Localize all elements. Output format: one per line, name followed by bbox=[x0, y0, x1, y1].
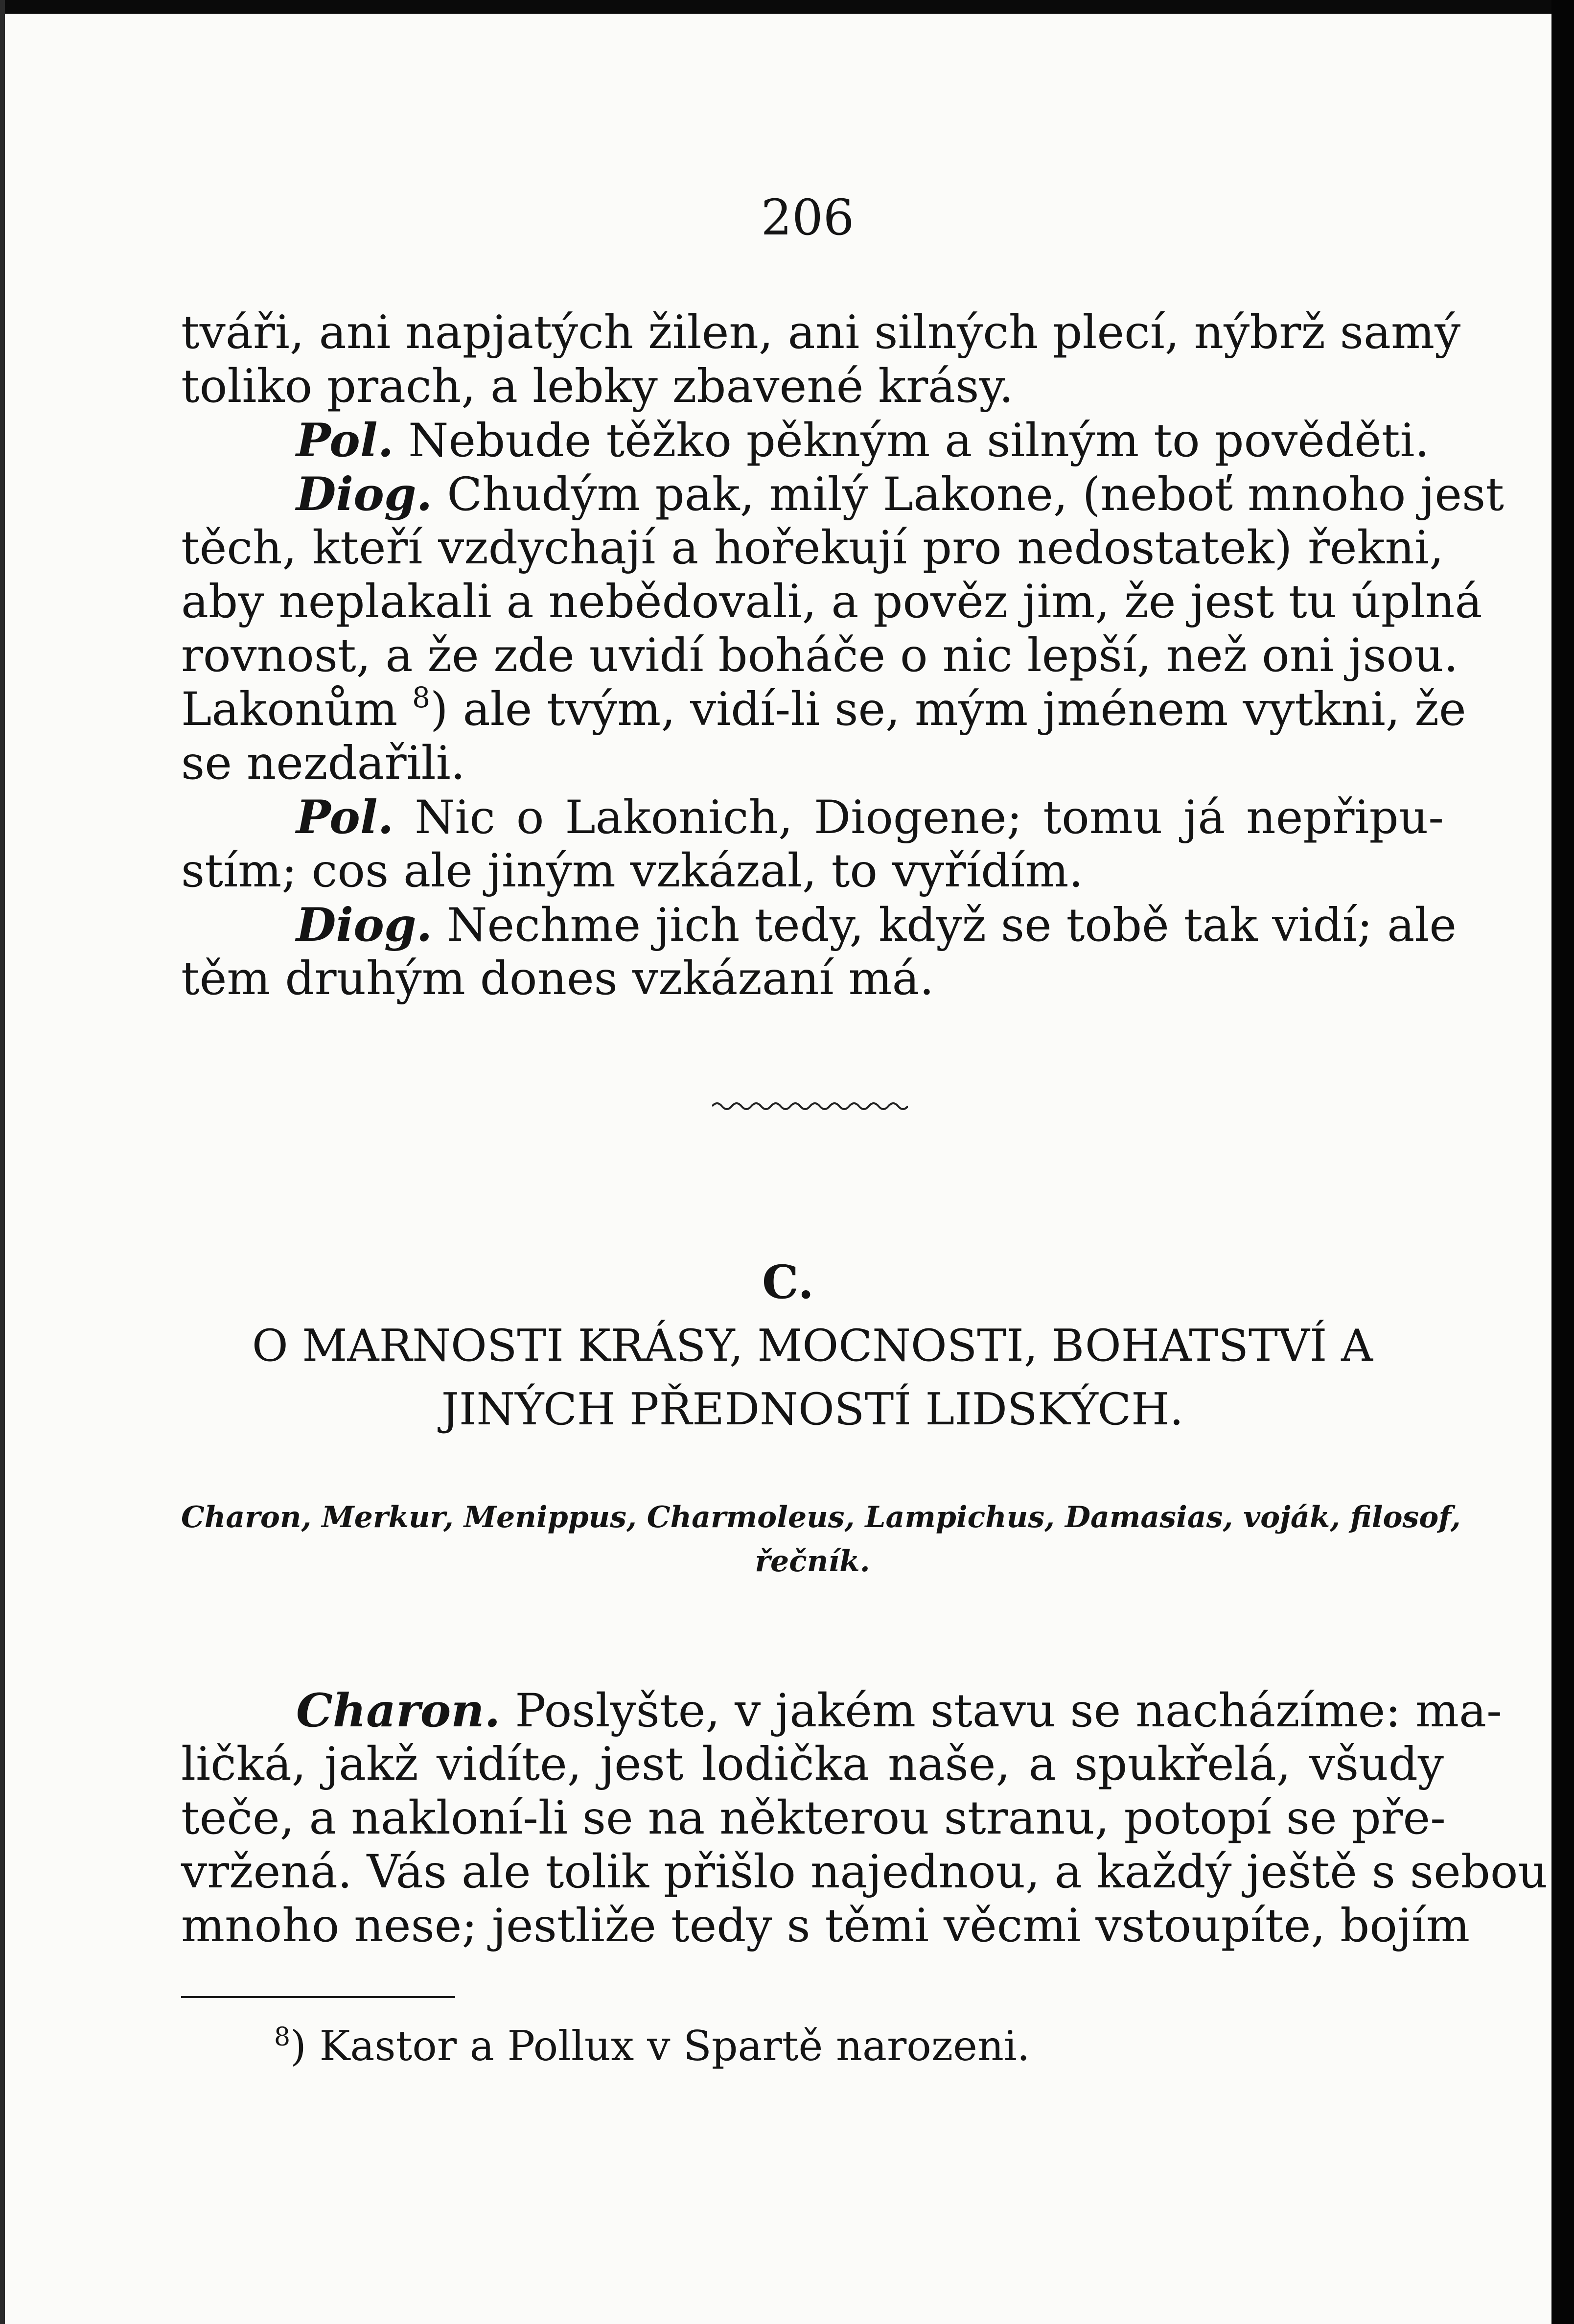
scan-edge-left bbox=[0, 0, 5, 2324]
line-text: mnoho nese; jestliže tedy s těmi věcmi vstoupíte, bojím bbox=[181, 1899, 1470, 1952]
chapter-title-line-2: JINÝCH PŘEDNOSTÍ LIDSKÝCH. bbox=[441, 1384, 1184, 1435]
scan-edge-top bbox=[0, 0, 1574, 14]
line-text: se nezdařili. bbox=[181, 737, 465, 790]
text-line bbox=[181, 306, 1461, 360]
text-line bbox=[296, 1684, 1502, 1738]
line-text: těm druhým dones vzkázaní má. bbox=[181, 952, 934, 1005]
line-text: rovnost, a že zde uvidí boháče o nic lepší, než oni jsou. bbox=[181, 629, 1458, 682]
ornament-divider bbox=[712, 1099, 908, 1114]
text-line bbox=[181, 1791, 1444, 1845]
speaker-name: Charon. bbox=[296, 1684, 501, 1738]
text-line bbox=[181, 575, 1482, 629]
page-number: 206 bbox=[761, 189, 855, 246]
text-line bbox=[181, 681, 1466, 737]
line-text: stím; cos ale jiným vzkázal, to vyřídím. bbox=[181, 844, 1084, 898]
text-line bbox=[296, 898, 1457, 953]
line-text: těch, kteří vzdychají a hořekují pro nedostatek) řekni, bbox=[181, 521, 1444, 575]
line-text: Chudým pak, milý Lakone, (neboť mnoho jest bbox=[432, 468, 1505, 521]
text-line bbox=[296, 414, 1444, 468]
text-line bbox=[181, 844, 1444, 898]
dramatis-personae-line-1: Charon, Merkur, Menippus, Charmoleus, Lampichus, Damasias, voják, filosof, bbox=[181, 1500, 1461, 1534]
text-line bbox=[181, 737, 1444, 790]
speaker-name: Pol. bbox=[296, 790, 394, 844]
text-line bbox=[181, 360, 1444, 414]
text-line bbox=[181, 1738, 1444, 1791]
text-line bbox=[181, 1845, 1548, 1899]
line-text: ličká, jakž vidíte, jest lodička naše, a spukřelá, všudy bbox=[181, 1738, 1444, 1791]
footnote-rule bbox=[181, 1996, 455, 1998]
footnote-text: ) Kastor a Pollux v Spartě narozeni. bbox=[290, 2022, 1030, 2070]
speaker-name: Diog. bbox=[296, 898, 433, 952]
footnote bbox=[274, 2022, 1155, 2070]
text-line bbox=[181, 1899, 1470, 1953]
text-line bbox=[181, 629, 1458, 683]
text-line bbox=[181, 952, 1444, 1006]
text-line bbox=[296, 467, 1505, 522]
line-text: tváři, ani napjatých žilen, ani silných plecí, nýbrž samý bbox=[181, 306, 1461, 359]
line-text: ) ale tvým, vidí-li se, mým jménem vytkni, že bbox=[430, 683, 1466, 736]
text-line bbox=[296, 790, 1444, 845]
line-text: teče, a nakloní-li se na některou stranu, potopí se pře- bbox=[181, 1791, 1446, 1845]
line-text: aby neplakali a nebědovali, a pověz jim, že jest tu úplná bbox=[181, 575, 1482, 628]
chapter-title-line-1: O MARNOSTI KRÁSY, MOCNOSTI, BOHATSTVÍ A bbox=[252, 1320, 1373, 1371]
line-text: vržená. Vás ale tolik přišlo najednou, a každý ještě s sebou bbox=[181, 1845, 1548, 1899]
speaker-name: Diog. bbox=[296, 467, 433, 521]
speaker-name: Pol. bbox=[296, 414, 394, 467]
scan-edge-right bbox=[1551, 0, 1574, 2324]
line-text: toliko prach, a lebky zbavené krásy. bbox=[181, 360, 1014, 413]
footnote-marker: 8 bbox=[274, 2022, 291, 2052]
line-text: Poslyšte, v jakém stavu se nacházíme: ma- bbox=[500, 1684, 1502, 1738]
footnote-reference: 8 bbox=[412, 681, 431, 714]
line-text: Nic o Lakonich, Diogene; tomu já nepřipu- bbox=[394, 791, 1444, 844]
line-text: Nechme jich tedy, když se tobě tak vidí; ale bbox=[432, 899, 1457, 952]
chapter-letter: C. bbox=[762, 1255, 814, 1309]
dramatis-personae-line-2: řečník. bbox=[755, 1544, 870, 1579]
text-line bbox=[181, 521, 1444, 575]
line-text: Nebude těžko pěkným a silným to pověděti. bbox=[394, 414, 1430, 467]
line-text-before-note: Lakonům bbox=[181, 683, 413, 736]
